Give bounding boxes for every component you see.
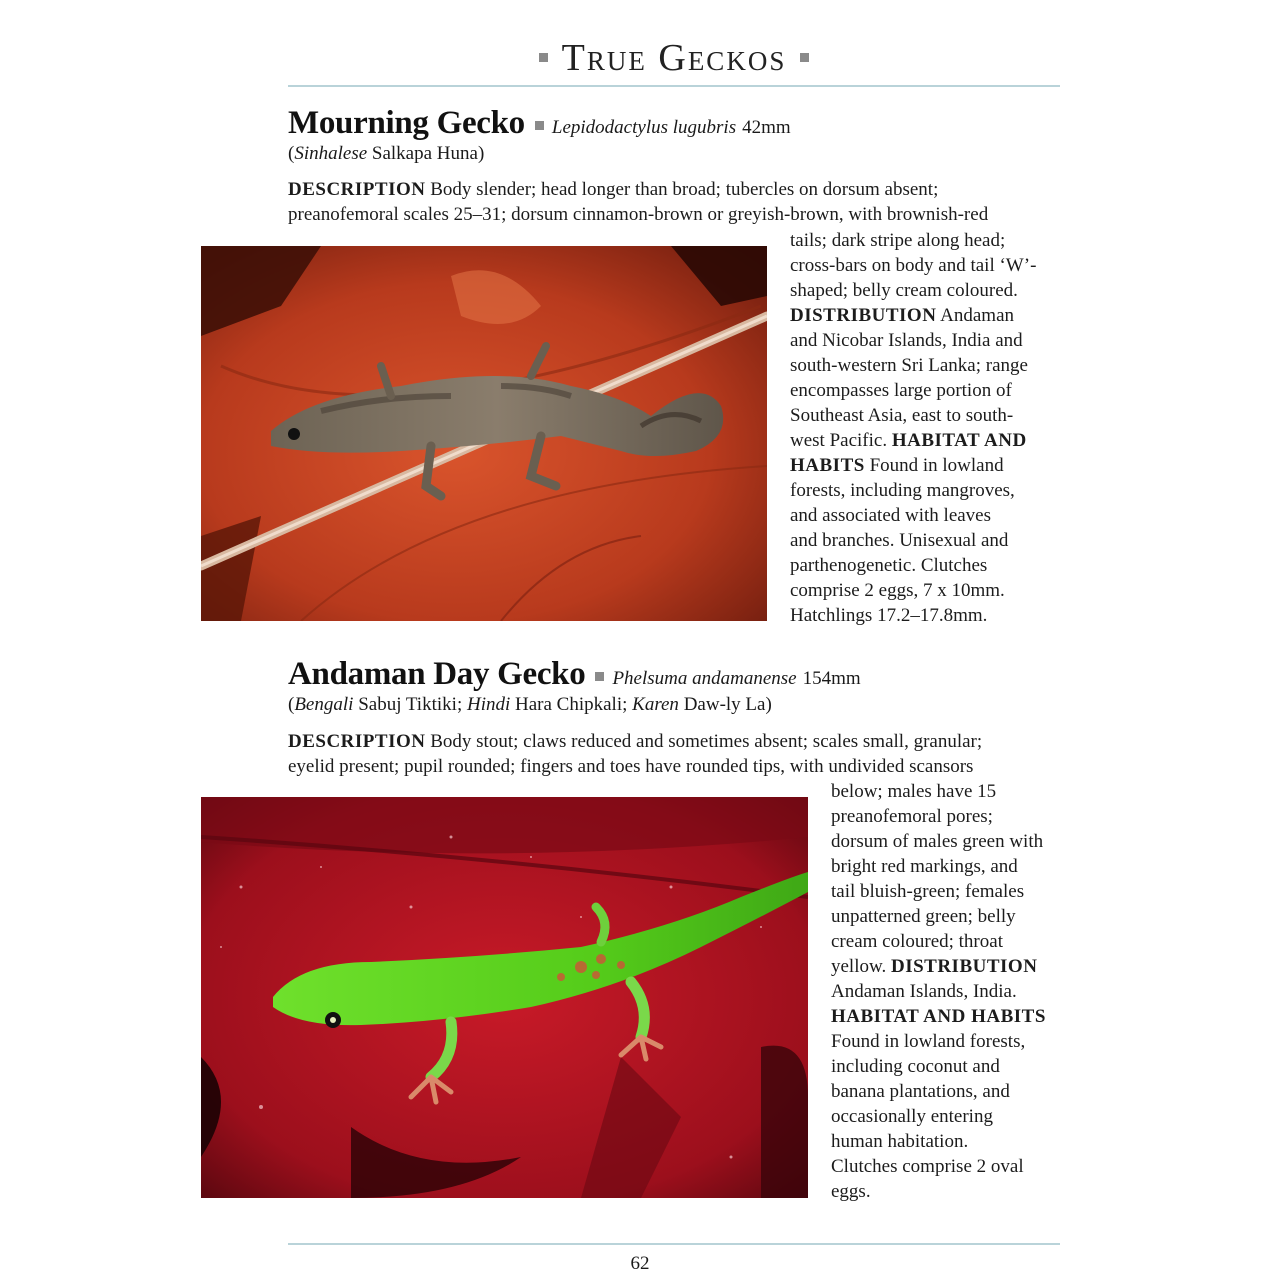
text-line: banana plantations, and xyxy=(831,1081,1010,1102)
local-name-language: Bengali xyxy=(294,694,354,715)
species-heading xyxy=(288,656,1060,693)
text-line: and branches. Unisexual and xyxy=(790,530,1009,551)
side-text-column xyxy=(831,779,1081,1204)
text-line: unpatterned green; belly xyxy=(831,906,1016,927)
text-line: Found in lowland forests, xyxy=(831,1031,1026,1052)
local-name: Salkapa Huna xyxy=(371,143,478,164)
text-line: cross-bars on body and tail ‘W’- xyxy=(790,255,1037,276)
species-entry-andaman-day-gecko xyxy=(288,656,1060,717)
text-line: eggs. xyxy=(831,1181,871,1202)
common-name: Andaman Day Gecko xyxy=(288,656,586,692)
side-text-column xyxy=(790,228,1080,628)
local-name: Hara Chipkali xyxy=(515,694,623,715)
gecko-on-leaf-image xyxy=(201,246,767,621)
local-name-language: Karen xyxy=(632,694,679,715)
text-line: encompasses large portion of xyxy=(790,380,1012,401)
text-line: below; males have 15 xyxy=(831,781,997,802)
text-line: Southeast Asia, east to south- xyxy=(790,405,1014,426)
local-name: Daw-ly La xyxy=(683,694,766,715)
andaman-day-gecko-photo xyxy=(201,797,808,1198)
description-paragraph xyxy=(288,729,1068,779)
habitat-label: HABITAT AND HABITS xyxy=(831,1006,1046,1027)
local-name-language: Sinhalese xyxy=(294,143,368,164)
species-heading xyxy=(288,105,1060,142)
text-line: and Nicobar Islands, India and xyxy=(790,330,1023,351)
header-rule xyxy=(288,85,1060,87)
local-name-language: Hindi xyxy=(466,694,511,715)
local-name: Sabuj Tiktiki xyxy=(358,694,457,715)
text-line: preanofemoral pores; xyxy=(831,806,993,827)
text-line: bright red markings, and xyxy=(831,856,1018,877)
text-line: parthenogenetic. Clutches xyxy=(790,555,988,576)
species-entry-mourning-gecko xyxy=(288,105,1060,166)
distribution-label: DISTRIBUTION xyxy=(790,305,937,326)
description-label: DESCRIPTION xyxy=(288,179,426,200)
text-line: forests, including mangroves, xyxy=(790,480,1015,501)
footer-rule xyxy=(288,1243,1060,1245)
distribution-label: DISTRIBUTION xyxy=(890,956,1038,977)
description-paragraph xyxy=(288,177,1068,227)
text-line: occasionally entering xyxy=(831,1106,993,1127)
text-line: south-western Sri Lanka; range xyxy=(790,355,1028,376)
separator-square-icon xyxy=(595,672,604,681)
green-gecko-on-red-leaf-image xyxy=(201,797,808,1198)
running-header xyxy=(288,30,1060,86)
text-line: Andaman xyxy=(940,305,1015,326)
text-line: human habitation. xyxy=(831,1131,969,1152)
text-line: yellow. xyxy=(831,956,887,977)
separator-square-icon xyxy=(539,53,548,62)
text-line: preanofemoral scales 25–31; dorsum cinnamon-brown or greyish-brown, with brownish-red xyxy=(288,204,989,225)
habitat-label: HABITS xyxy=(790,455,865,476)
text-line: Hatchlings 17.2–17.8mm. xyxy=(790,605,988,626)
text-line: Found in lowland xyxy=(869,455,1004,476)
separator-square-icon xyxy=(800,53,809,62)
habitat-label: HABITAT AND xyxy=(891,430,1027,451)
local-names: (Bengali Sabuj Tiktiki; Hindi Hara Chipkali; Karen Daw-ly La) xyxy=(288,694,772,715)
common-name: Mourning Gecko xyxy=(288,105,525,141)
text-line: cream coloured; throat xyxy=(831,931,1003,952)
text-line: Andaman Islands, India. xyxy=(831,981,1017,1002)
separator-square-icon xyxy=(535,121,544,130)
species-size: 42mm xyxy=(742,117,791,138)
text-line: shaped; belly cream coloured. xyxy=(790,280,1018,301)
text-line: dorsum of males green with xyxy=(831,831,1044,852)
scientific-name: Phelsuma andamanense xyxy=(612,668,797,689)
text-line: west Pacific. xyxy=(790,430,888,451)
species-size: 154mm xyxy=(802,668,861,689)
text-line: Body stout; claws reduced and sometimes absent; scales small, granular; xyxy=(430,731,983,752)
scientific-name: Lepidodactylus lugubris xyxy=(551,117,737,138)
text-line: Clutches comprise 2 oval xyxy=(831,1156,1024,1177)
chapter-title xyxy=(525,37,824,79)
text-line: Body slender; head longer than broad; tubercles on dorsum absent; xyxy=(430,179,939,200)
text-line: tails; dark stripe along head; xyxy=(790,230,1006,251)
local-names: (Sinhalese Salkapa Huna) xyxy=(288,143,485,164)
page-number: 62 xyxy=(630,1253,650,1274)
chapter-title-word-2: Geckos xyxy=(658,37,787,79)
text-line: and associated with leaves xyxy=(790,505,992,526)
text-line: comprise 2 eggs, 7 x 10mm. xyxy=(790,580,1005,601)
text-line: including coconut and xyxy=(831,1056,1000,1077)
text-line: eyelid present; pupil rounded; fingers and toes have rounded tips, with undivided scansors xyxy=(288,756,974,777)
text-line: tail bluish-green; females xyxy=(831,881,1025,902)
chapter-title-word-1: True xyxy=(561,37,647,79)
description-label: DESCRIPTION xyxy=(288,731,426,752)
mourning-gecko-photo xyxy=(201,246,767,621)
